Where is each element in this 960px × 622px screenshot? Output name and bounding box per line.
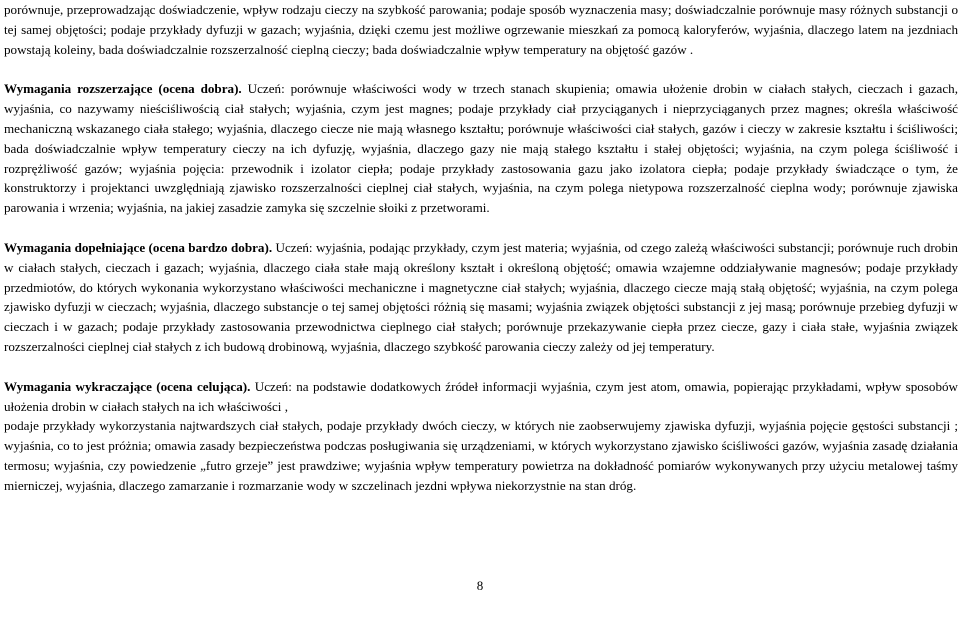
intro-paragraph: porównuje, przeprowadzając doświadczenie, wpływ rodzaju cieczy na szybkość parowania; podaje sposób wyznaczenia masy; doświadczalnie porównuje masy różnych substancji o tej samej objętości; podaje przykłady dyfuzji w gazach; wyjaśnia, dzięki czemu jest możliwe ogrzewanie mieszkań za pomocą kaloryferów, wyjaśnia, dlaczego latem na jezdniach powstają koleiny, bada doświadczalnie rozszerzalność cieplną cieczy; bada doświadczalnie wpływ temperatury na objętość gazów .	[4, 2, 958, 57]
section-heading: Wymagania rozszerzające (ocena dobra).	[4, 81, 242, 97]
paragraph-gap	[4, 59, 958, 79]
section-body: Uczeń: na podstawie dodatkowych źródeł informacji wyjaśnia, czym jest atom, omawia, popierając przykładami, wpływ sposobów ułożenia drobin w ciałach stałych na ich właściwości ,	[4, 378, 958, 414]
paragraph-gap	[4, 218, 958, 238]
section-dopelniajace	[4, 238, 958, 357]
page-number: 8	[476, 578, 484, 593]
section-rozszerzajace	[4, 79, 958, 218]
section-wykraczajace-continued: podaje przykłady wykorzystania najtwardszych ciał stałych, podaje przykłady dwóch cieczy, w których nie zaobserwujemy zjawiska dyfuzji, wyjaśnia pojęcie gęstości substancji ; wyjaśnia, co to jest próżnia; omawia zasady bezpieczeństwa podczas posługiwania się urządzeniami, w których wykorzystano zjawisko ściśliwości gazów, wyjaśnia zasadę działania termosu; wyjaśnia, czy powiedzenie „futro grzeje” jest prawdziwe; wyjaśnia wpływ temperatury powietrza na dokładność pomiarów wykonywanych przy użyciu metalowej taśmy mierniczej, wyjaśnia, dlaczego zamarzanie i rozmarzanie wody w szczelinach jezdni wpływa niekorzystnie na stan dróg.	[4, 418, 958, 493]
section-heading: Wymagania wykraczające (ocena celująca).	[4, 378, 251, 394]
document-page	[4, 0, 958, 496]
section-heading: Wymagania dopełniające (ocena bardzo dobra).	[4, 239, 273, 255]
paragraph-gap	[4, 357, 958, 377]
section-body: Uczeń: wyjaśnia, podając przykłady, czym jest materia; wyjaśnia, od czego zależą właściwości substancji; porównuje ruch drobin w ciałach stałych, cieczach i gazach; wyjaśnia, dlaczego ciała stałe mają określony kształt i określoną objętość; omawia wzajemne oddziaływanie magnesów; podaje przykłady przedmiotów, do których wykonania wykorzystano właściwości mechaniczne i magnetyczne ciał stałych; wyjaśnia, dlaczego ciecze mają stałą objętość; wyjaśnia, na czym polega zjawisko dyfuzji w cieczach; wyjaśnia, dlaczego substancje o tej samej objętości różnią się masami; wyjaśnia związek objętości substancji z jej masą; porównuje przebieg dyfuzji w cieczach i w gazach; podaje przykłady zastosowania przewodnictwa cieplnego ciał stałych; porównuje przekazywanie ciepła przez ciecze, gazy i ciała stałe, wyjaśnia związek rozszerzalności cieplnej ciał stałych z ich budową drobinową, wyjaśnia, dlaczego szybkość parowania cieczy zależy od jej temperatury.	[4, 239, 958, 354]
section-body: Uczeń: porównuje właściwości wody w trzech stanach skupienia; omawia ułożenie drobin w ciałach stałych, cieczach i gazach, wyjaśnia, co nazywamy nieściśliwością ciał stałych; wyjaśnia, czym jest magnes; podaje przykłady ciał przyciąganych i nieprzyciąganych przez magnes; określa właściwość mechaniczną wskazanego ciała stałego; wyjaśnia, dlaczego ciecze nie mają własnego kształtu; porównuje właściwości ciał stałych, gazów i cieczy w zakresie kształtu i ściśliwości; bada doświadczalnie wpływ temperatury cieczy na ich dyfuzję, wyjaśnia, dlaczego gazy nie mają stałego kształtu i stałej objętości; wyjaśnia, na czym polega ściśliwość i rozprężliwość gazów; wyjaśnia pojęcia: przewodnik i izolator ciepła; podaje przykłady zastosowania gazu jako izolatora ciepła; podaje przykłady świadczące o tym, że konstruktorzy i projektanci uwzględniają zjawisko rozszerzalności cieplnej ciał stałych, wyjaśnia, na czym polega nietypowa rozszerzalność cieplna wody; porównuje zjawiska parowania i wrzenia; wyjaśnia, na jakiej zasadzie zamyka się szczelnie słoiki z przetworami.	[4, 81, 959, 216]
section-wykraczajace	[4, 377, 958, 417]
